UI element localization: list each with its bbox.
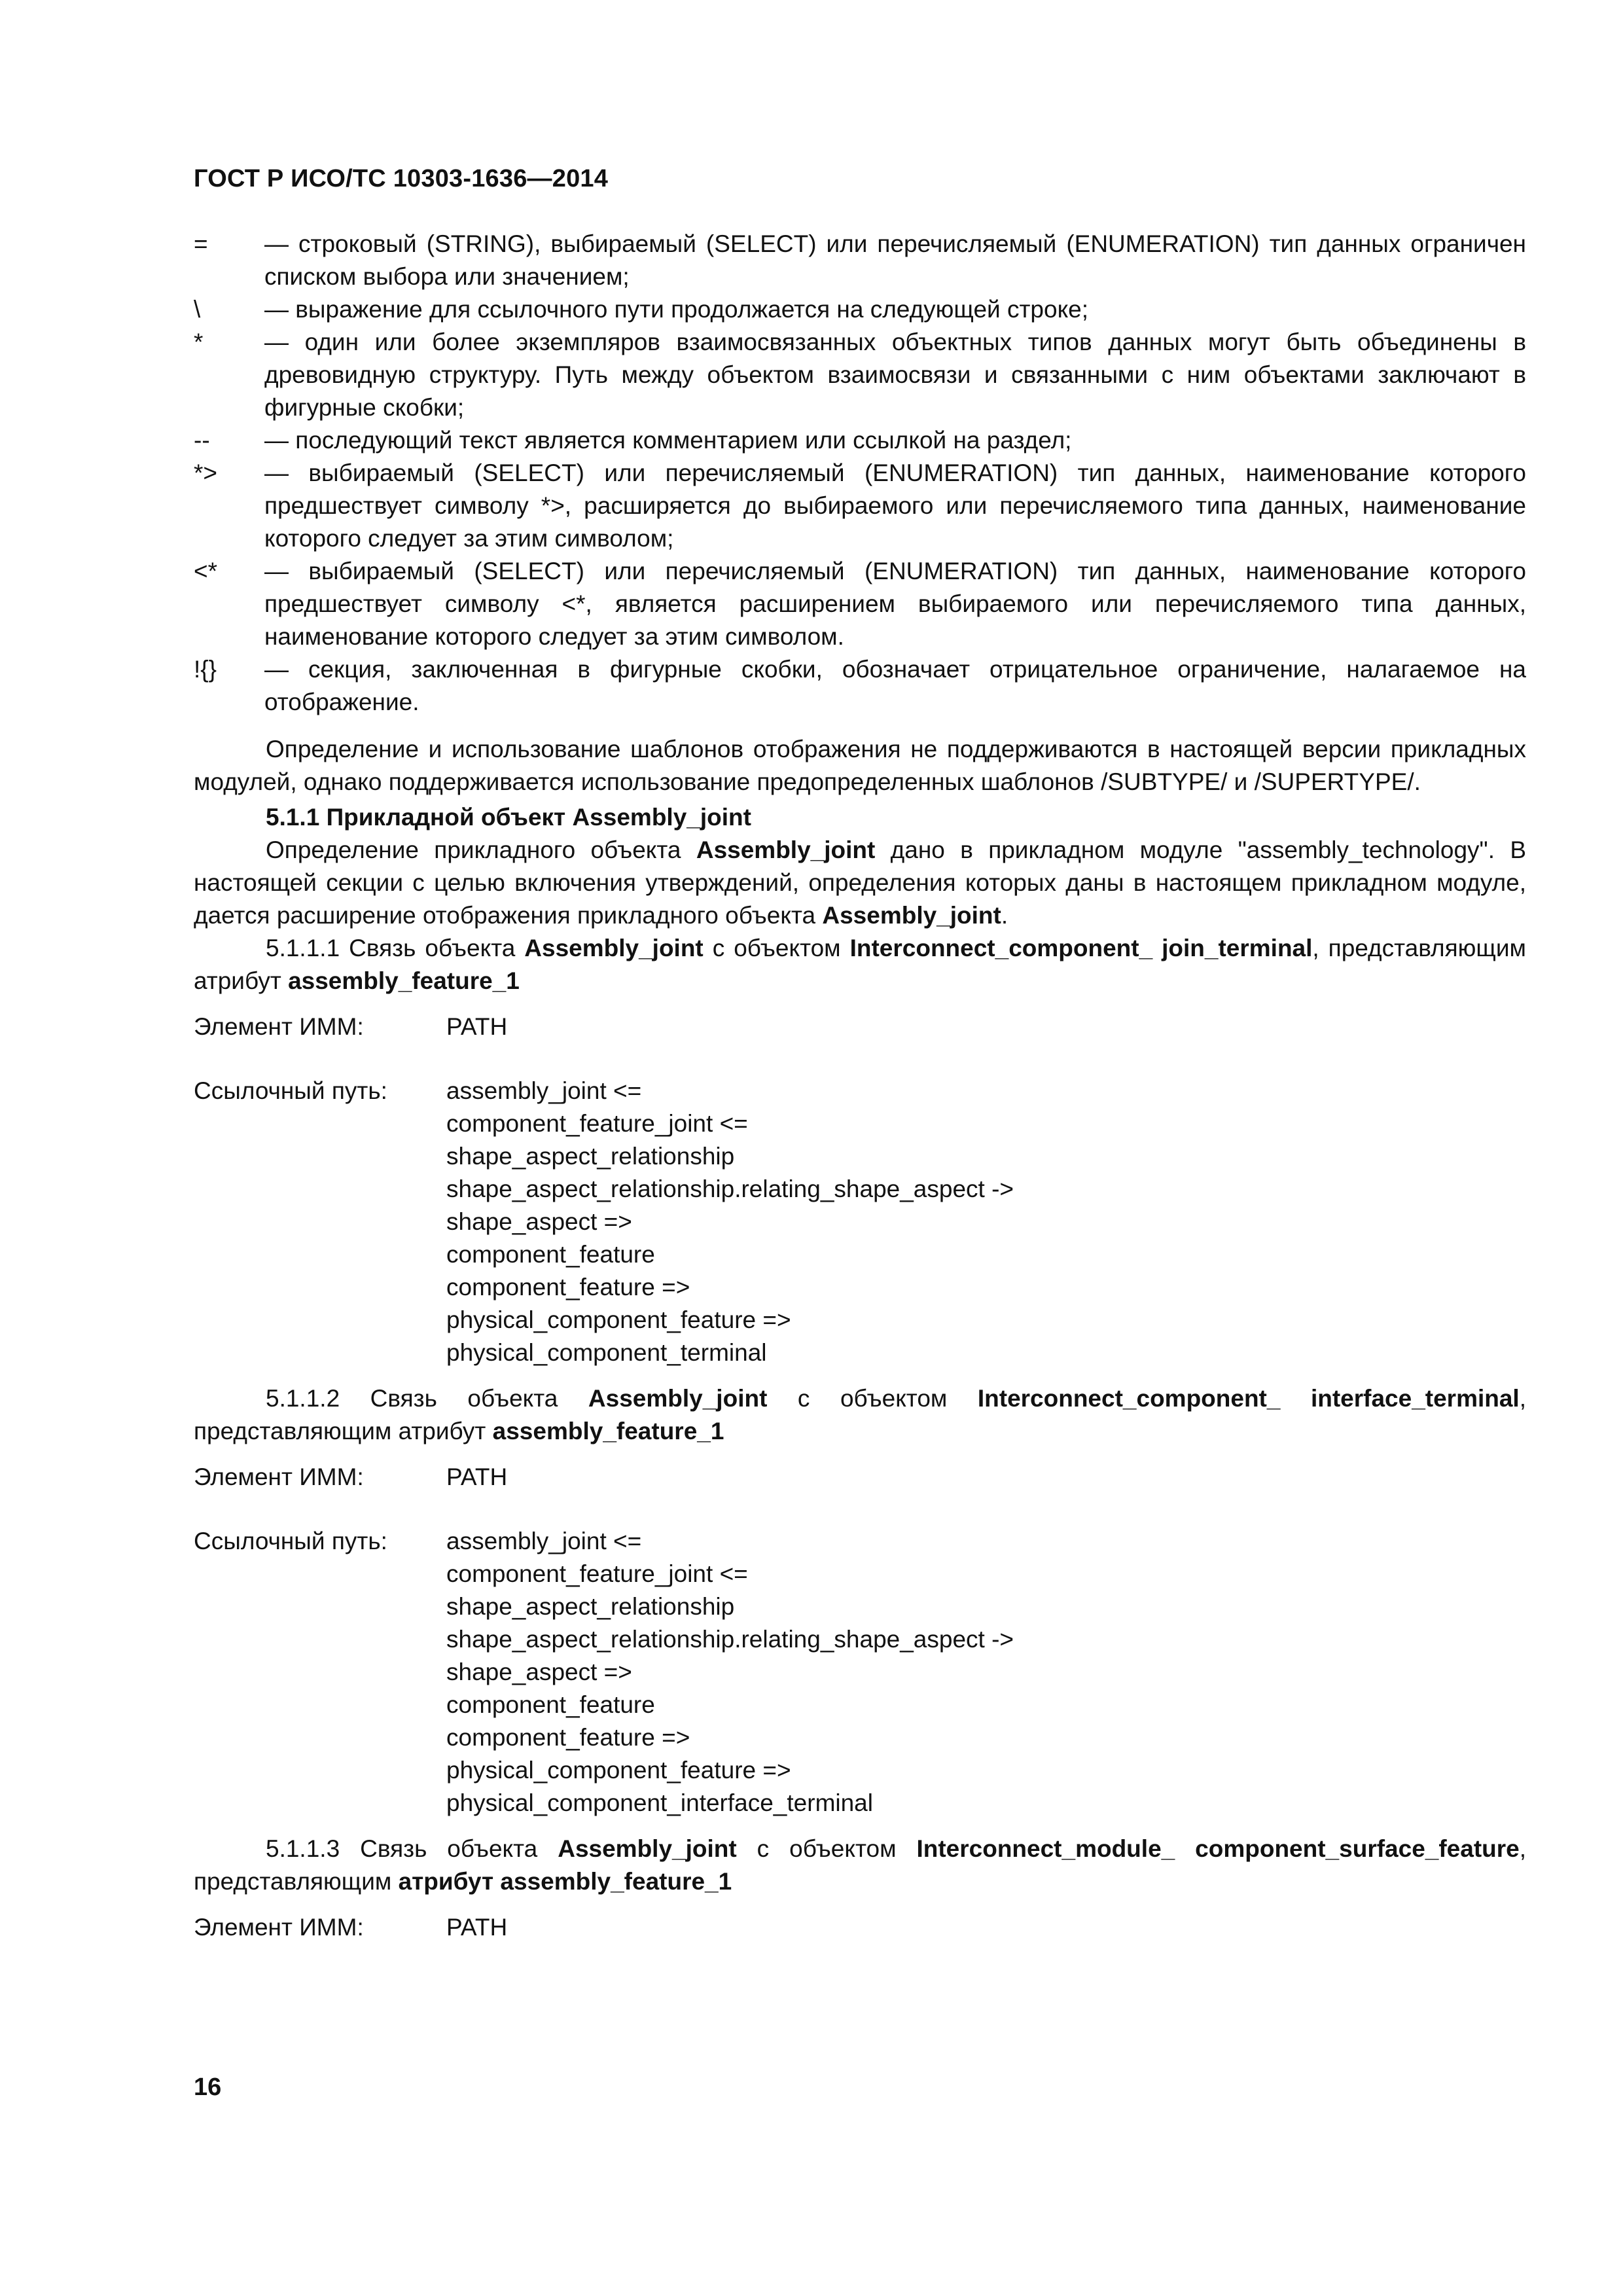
path-line: assembly_joint <= [446, 1528, 642, 1554]
attribute-name: assembly_feature_1 [288, 967, 520, 994]
attribute-name: атрибут assembly_feature_1 [398, 1868, 732, 1895]
path-line: physical_component_feature => [446, 1306, 791, 1333]
path-line: component_feature => [446, 1274, 690, 1300]
path-line: component_feature [446, 1691, 655, 1718]
legend-item [194, 326, 1526, 424]
text-run: с объектом [736, 1835, 917, 1862]
path-line: shape_aspect_relationship.relating_shape_aspect -> [446, 1175, 1014, 1202]
mapping-element-row [194, 1911, 1526, 1944]
mapping-element-value: PATH [446, 1463, 508, 1490]
subsection-heading [194, 1833, 1526, 1898]
document-body [194, 228, 1526, 1944]
reference-path [446, 1525, 1526, 1820]
mapping-element-value: PATH [446, 1914, 508, 1941]
legend-symbol: \ [194, 296, 201, 323]
legend-symbol: <* [194, 558, 218, 584]
mapping-element-label: Элемент ИММ: [194, 1013, 364, 1040]
path-line: component_feature_joint <= [446, 1110, 748, 1137]
templates-paragraph: Определение и использование шаблонов отображения не поддерживаются в настоящей версии прикладных модулей, однако поддерживается использование предопределенных шаблонов /SUBTYPE/ и /SUPERTYPE/. [194, 736, 1526, 795]
legend-text: — последующий текст является комментарием или ссылкой на раздел; [264, 427, 1072, 454]
reference-path-row [194, 1075, 1526, 1369]
path-line: component_feature => [446, 1724, 690, 1751]
path-line: physical_component_interface_terminal [446, 1789, 873, 1816]
legend-text: — выражение для ссылочного пути продолжается на следующей строке; [264, 296, 1089, 323]
text-run: , представляющим атрибут [194, 935, 1526, 994]
entity-name: Assembly_joint [822, 902, 1001, 929]
attribute-name: assembly_feature_1 [492, 1418, 724, 1444]
entity-name: Assembly_joint [696, 836, 876, 863]
legend-item [194, 228, 1526, 293]
path-line: physical_component_terminal [446, 1339, 767, 1366]
entity-name: Assembly_joint [558, 1835, 737, 1862]
text-run: . [1001, 902, 1008, 929]
section-paragraph [194, 834, 1526, 932]
legend-symbol: * [194, 329, 204, 355]
legend-item [194, 424, 1526, 457]
text-run: 5.1.1.2 Связь объекта [266, 1385, 588, 1412]
mapping-element-row [194, 1461, 1526, 1494]
legend-symbol: !{} [194, 656, 217, 683]
legend-item [194, 653, 1526, 719]
section-heading-text: 5.1.1 Прикладной объект Assembly_joint [266, 804, 751, 831]
mapping-element-value: PATH [446, 1013, 508, 1040]
legend-symbol: -- [194, 427, 210, 454]
legend-item [194, 293, 1526, 326]
path-line: shape_aspect => [446, 1208, 632, 1235]
path-line: shape_aspect => [446, 1659, 632, 1685]
legend-text: — один или более экземпляров взаимосвязанных объектных типов данных могут быть объединены в древовидную структуру. Путь между объектом взаимосвязи и связанными с ним объектами заключают в фигурные скобки; [264, 329, 1526, 421]
entity-name: Assembly_joint [588, 1385, 768, 1412]
mapping-element-label: Элемент ИММ: [194, 1914, 364, 1941]
text-run: с объектом [767, 1385, 978, 1412]
target-entity-name: Interconnect_component_ join_terminal [849, 935, 1313, 961]
subsection-heading [194, 932, 1526, 997]
notation-legend [194, 228, 1526, 719]
text-run: , представляющим [194, 1835, 1527, 1895]
page-number: 16 [194, 2073, 222, 2101]
text-run: 5.1.1.1 Связь объекта [266, 935, 525, 961]
legend-text: — выбираемый (SELECT) или перечисляемый (ENUMERATION) тип данных, наименование которого предшествует символу <*, является расширением выбираемого или перечисляемого типа данных, наименование которого следует за этим символом. [264, 558, 1526, 650]
mapping-element-row [194, 1011, 1526, 1043]
legend-text: — строковый (STRING), выбираемый (SELECT) или перечисляемый (ENUMERATION) тип данных ограничен списком выбора или значением; [264, 230, 1526, 290]
reference-path-label: Ссылочный путь: [194, 1528, 387, 1554]
path-line: assembly_joint <= [446, 1077, 642, 1104]
path-line: shape_aspect_relationship [446, 1593, 735, 1620]
section-heading [194, 801, 1526, 834]
path-line: physical_component_feature => [446, 1757, 791, 1784]
text-run: Определение прикладного объекта [266, 836, 696, 863]
target-entity-name: Interconnect_module_ component_surface_feature [916, 1835, 1520, 1862]
reference-path-row [194, 1525, 1526, 1820]
text-run: 5.1.1.3 Связь объекта [266, 1835, 558, 1862]
mapping-element-label: Элемент ИММ: [194, 1463, 364, 1490]
entity-name: Assembly_joint [524, 935, 704, 961]
legend-symbol: = [194, 230, 208, 257]
text-run: дано в прикладном модуле "assembly_technology". В настоящей секции с целью включения утверждений, определения которых даны в настоящем прикладном модуле, дается расширение отображения прикладного объекта [194, 836, 1526, 929]
document-header: ГОСТ Р ИСО/ТС 10303-1636—2014 [194, 165, 609, 192]
legend-text: — секция, заключенная в фигурные скобки, обозначает отрицательное ограничение, налагаемое на отображение. [264, 656, 1526, 715]
path-line: shape_aspect_relationship.relating_shape_aspect -> [446, 1626, 1014, 1653]
path-line: shape_aspect_relationship [446, 1143, 735, 1170]
text-run: , представляющим атрибут [194, 1385, 1526, 1444]
reference-path-label: Ссылочный путь: [194, 1077, 387, 1104]
path-line: component_feature_joint <= [446, 1560, 748, 1587]
path-line: component_feature [446, 1241, 655, 1268]
legend-item [194, 457, 1526, 555]
text-run: с объектом [703, 935, 850, 961]
target-entity-name: Interconnect_component_ interface_terminal [977, 1385, 1520, 1412]
legend-symbol: *> [194, 459, 218, 486]
legend-item [194, 555, 1526, 653]
subsection-heading [194, 1382, 1526, 1448]
reference-path [446, 1075, 1526, 1369]
legend-text: — выбираемый (SELECT) или перечисляемый (ENUMERATION) тип данных, наименование которого предшествует символу *>, расширяется до выбираемого или перечисляемого типа данных, наименование которого следует за этим символом; [264, 459, 1526, 552]
